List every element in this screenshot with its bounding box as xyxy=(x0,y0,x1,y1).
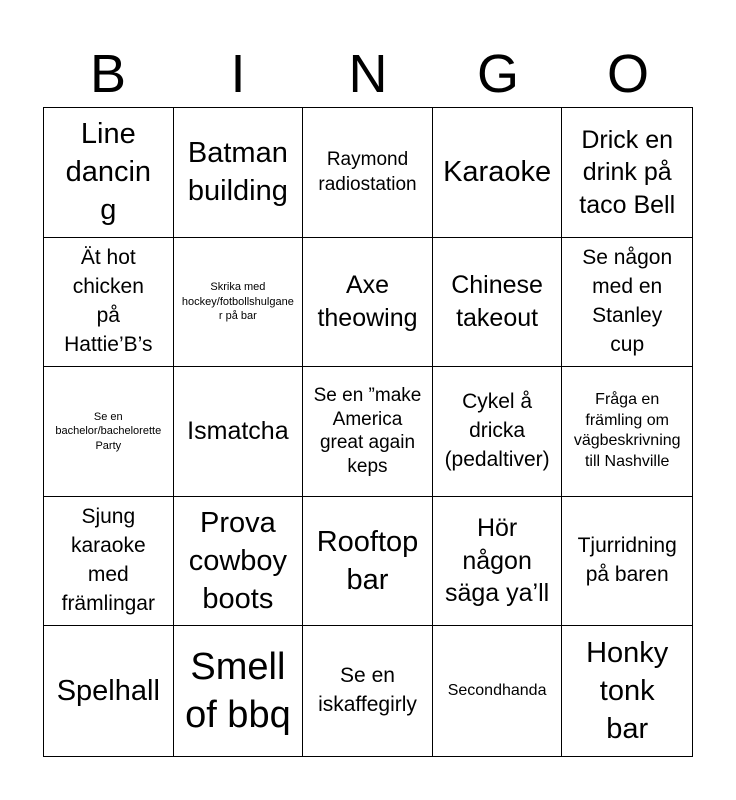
header-letter-b: B xyxy=(89,44,127,104)
bingo-grid xyxy=(43,107,693,757)
bingo-cell[interactable]: Se en ”make America great again keps xyxy=(303,367,433,497)
bingo-cell[interactable]: Karaoke xyxy=(433,108,563,238)
bingo-cell[interactable]: Chinese takeout xyxy=(433,238,563,368)
header-letter-i: I xyxy=(230,44,246,104)
bingo-cell[interactable]: Sjung karaoke med främlingar xyxy=(44,497,174,627)
bingo-cell[interactable]: Smell of bbq xyxy=(174,626,304,756)
bingo-cell[interactable]: Spelhall xyxy=(44,626,174,756)
header-letter-n: N xyxy=(348,44,388,104)
bingo-cell[interactable]: Ät hot chicken på Hattie’B’s xyxy=(44,238,174,368)
bingo-cell[interactable]: Cykel å dricka (pedaltiver) xyxy=(433,367,563,497)
bingo-cell[interactable]: Skrika med hockey/fotbollshulganer på bar xyxy=(174,238,304,368)
bingo-cell[interactable]: Secondhanda xyxy=(433,626,563,756)
bingo-cell[interactable]: Prova cowboy boots xyxy=(174,497,304,627)
bingo-cell[interactable]: Raymond radiostation xyxy=(303,108,433,238)
bingo-cell[interactable]: Batman building xyxy=(174,108,304,238)
bingo-cell[interactable]: Tjurridning på baren xyxy=(562,497,692,627)
bingo-cell[interactable]: Hör någon säga ya’ll xyxy=(433,497,563,627)
bingo-cell[interactable]: Axe theowing xyxy=(303,238,433,368)
bingo-cell[interactable]: Se någon med en Stanley cup xyxy=(562,238,692,368)
bingo-cell[interactable]: Rooftop bar xyxy=(303,497,433,627)
bingo-header xyxy=(43,40,693,108)
header-letter-g: G xyxy=(476,44,519,104)
bingo-cell[interactable]: Line dancing xyxy=(44,108,174,238)
bingo-cell[interactable]: Drick en drink på taco Bell xyxy=(562,108,692,238)
bingo-cell[interactable]: Se en bachelor/bachelorette Party xyxy=(44,367,174,497)
bingo-cell[interactable]: Honky tonk bar xyxy=(586,636,669,746)
bingo-cell[interactable]: Se en iskaffegirly xyxy=(303,626,433,756)
header-letter-o: O xyxy=(606,44,649,104)
bingo-cell[interactable]: Fråga en främling om vägbeskrivning till Nashville xyxy=(562,367,692,497)
bingo-cell[interactable]: Ismatcha xyxy=(174,367,304,497)
